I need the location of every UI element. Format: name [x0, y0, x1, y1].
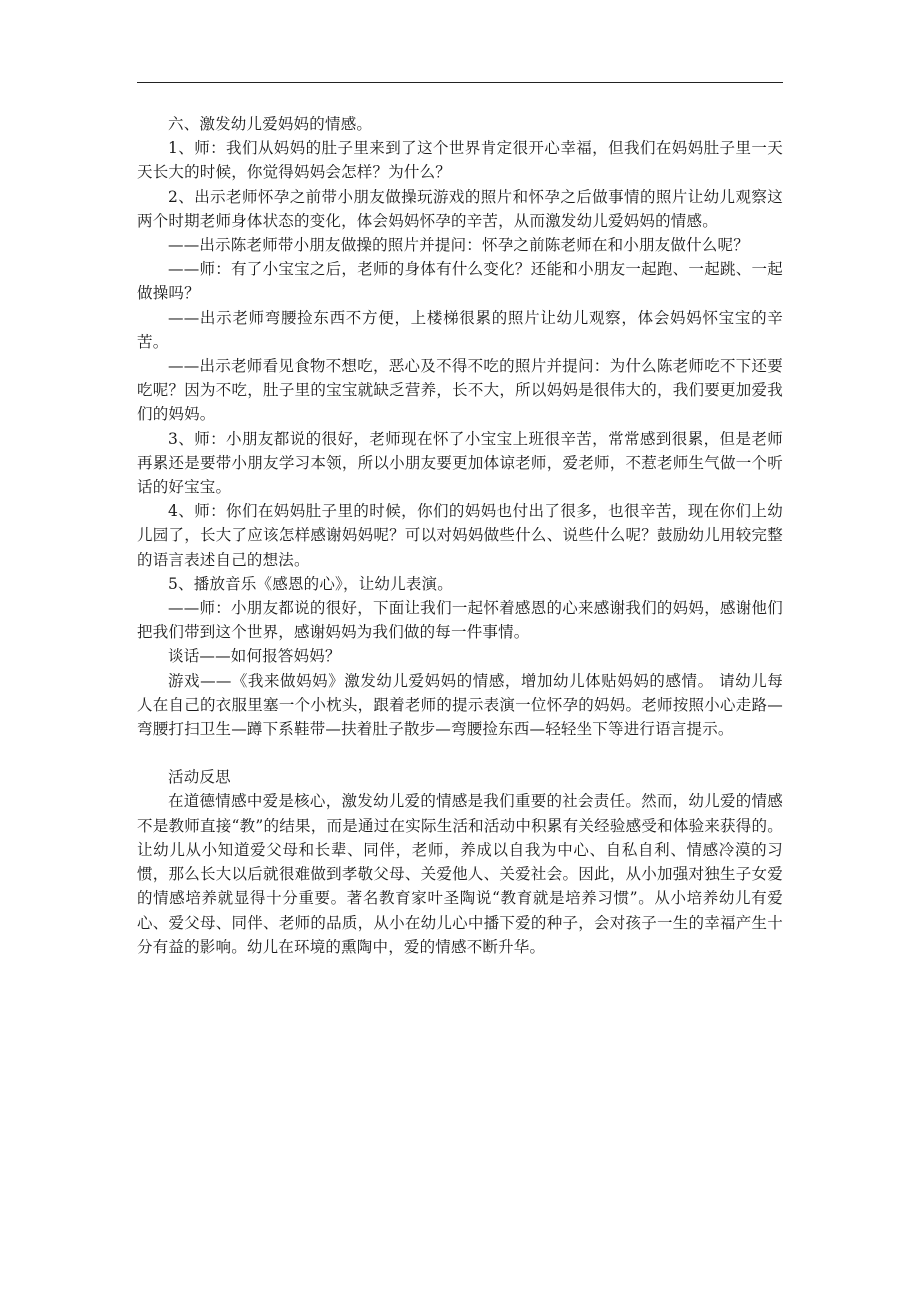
paragraph: 2、出示老师怀孕之前带小朋友做操玩游戏的照片和怀孕之后做事情的照片让幼儿观察这两个时期老师身体状态的变化，体会妈妈怀孕的辛苦，从而激发幼儿爱妈妈的情感。	[137, 187, 783, 230]
header-rule	[137, 82, 783, 83]
section-heading: 六、激发幼儿爱妈妈的情感。	[168, 115, 373, 133]
spacer	[137, 741, 783, 765]
document-body	[137, 112, 783, 959]
paragraph: ——出示老师看见食物不想吃，恶心及不得不吃的照片并提问：为什么陈老师吃不下还要吃呢？因为不吃，肚子里的宝宝就缺乏营养，长不大，所以妈妈是很伟大的，我们要更加爱我们的妈妈。	[137, 357, 783, 424]
paragraph: 1、师：我们从妈妈的肚子里来到了这个世界肯定很开心幸福，但我们在妈妈肚子里一天天长大的时候，你觉得妈妈会怎样？为什么？	[137, 139, 783, 182]
reflection-body: 在道德情感中爱是核心，激发幼儿爱的情感是我们重要的社会责任。然而，幼儿爱的情感不是教师直接“教”的结果，而是通过在实际生活和活动中积累有关经验感受和体验来获得的。让幼儿从小知道爱父母和长辈、同伴，老师，养成以自我为中心、自私自利、情感冷漠的习惯，那么长大以后就很难做到孝敬父母、关爱他人、关爱社会。因此，从小加强对独生子女爱的情感培养就显得十分重要。著名教育家叶圣陶说“教育就是培养习惯”。从小培养幼儿有爱心、爱父母、同伴、老师的品质，从小在幼儿心中播下爱的种子，会对孩子一生的幸福产生十分有益的影响。幼儿在环境的熏陶中，爱的情感不断升华。	[137, 792, 783, 956]
paragraph: 4、师：你们在妈妈肚子里的时候，你们的妈妈也付出了很多，也很辛苦，现在你们上幼儿园了，长大了应该怎样感谢妈妈呢？可以对妈妈做些什么、说些什么呢？鼓励幼儿用较完整的语言表述自己的想法。	[137, 502, 783, 569]
reflection-title: 活动反思	[168, 768, 231, 787]
paragraph: 游戏——《我来做妈妈》激发幼儿爱妈妈的情感，增加幼儿体贴妈妈的感情。 请幼儿每人在自己的衣服里塞一个小枕头，跟着老师的提示表演一位怀孕的妈妈。老师按照小心走路—弯腰打扫卫生—蹲下系鞋带—扶着肚子散步—弯腰捡东西—轻轻坐下等进行语言提示。	[137, 671, 783, 739]
paragraph: ——出示陈老师带小朋友做操的照片并提问：怀孕之前陈老师在和小朋友做什么呢？	[168, 236, 749, 255]
paragraph: ——出示老师弯腰捡东西不方便，上楼梯很累的照片让幼儿观察，体会妈妈怀宝宝的辛苦。	[137, 308, 783, 351]
paragraph: 3、师：小朋友都说的很好，老师现在怀了小宝宝上班很辛苦，常常感到很累，但是老师再累还是要带小朋友学习本领，所以小朋友要更加体谅老师，爱老师，不惹老师生气做一个听话的好宝宝。	[137, 429, 783, 497]
paragraph: 谈话——如何报答妈妈？	[168, 647, 341, 666]
paragraph: ——师：小朋友都说的很好，下面让我们一起怀着感恩的心来感谢我们的妈妈，感谢他们把我们带到这个世界，感谢妈妈为我们做的每一件事情。	[137, 599, 783, 642]
paragraph: ——师：有了小宝宝之后，老师的身体有什么变化？还能和小朋友一起跑、一起跳、一起做操吗？	[137, 260, 783, 303]
paragraph: 5、播放音乐《感恩的心》，让幼儿表演。	[168, 574, 453, 593]
